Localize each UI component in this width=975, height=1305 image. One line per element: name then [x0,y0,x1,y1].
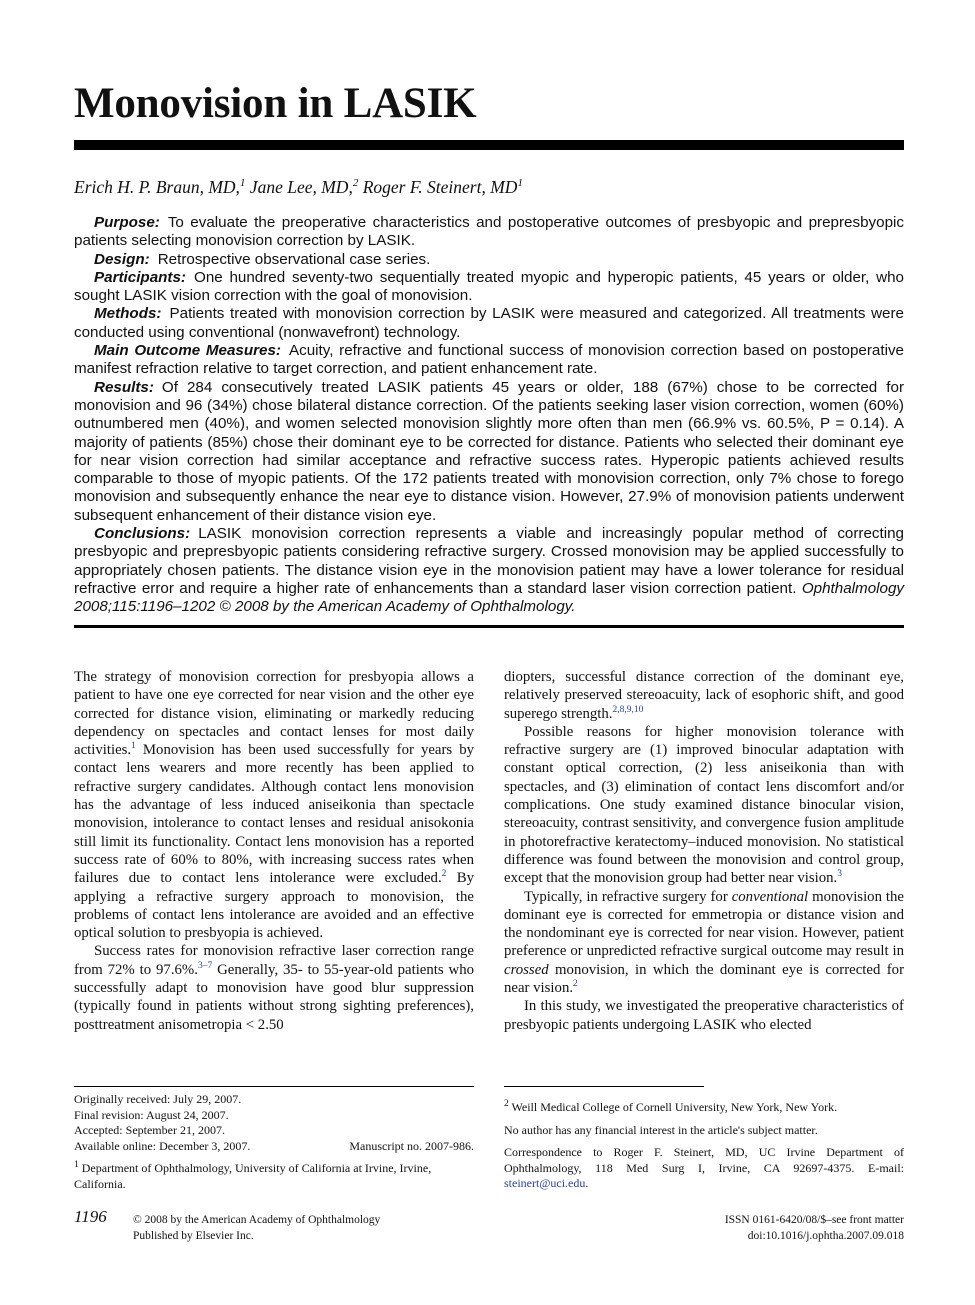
correspondence [504,1145,904,1192]
financial-interest: No author has any financial interest in the article's subject matter. [504,1122,818,1137]
article-title: Monovision in LASIK [74,80,477,127]
footnotes-left [74,1092,474,1193]
body-text: Generally, 35- to 55-year-old patients who successfully adapt to monovision have good blur suppression (typically found in patients without strong sighting preferences), posttreatment anisometropia < 2.50 [74,961,474,1033]
body-text: The strategy of monovision correction for presbyopia allows a patient to have one eye corrected for near vision and the other eye corrected for distance vision, eliminating or markedly reducing dependency on spectacles and contact lenses for most daily activities. [74,669,474,759]
body-paragraph [74,668,474,942]
abstract-design [74,251,904,269]
revision-date: Final revision: August 24, 2007. [74,1107,229,1122]
abstract-purpose [74,214,904,251]
reference-link[interactable]: 2 [573,979,578,990]
emphasis-text: conventional [731,888,809,905]
affiliation-mark: 1 [74,1160,79,1171]
affiliation-mark: 2 [352,177,359,189]
affiliation-text: Weill Medical College of Cornell University, New York, New York. [508,1100,838,1114]
affiliation-mark: 2 [504,1099,509,1109]
affiliation-1 [74,1161,474,1192]
abstract-rule [74,625,904,628]
online-row [74,1139,474,1155]
abstract-text: Of 284 consecutively treated LASIK patients 45 years or older, 188 (67%) chose to be corrected for monovision and 96 (34%) chose bilateral distance correction. Of the patients seeking laser vision correction, women (60%) outnumbered men (40%), and women selected monovision slightly more often than men (66.9% vs. 60.5%, P = 0.14). A majority of patients (85%) chose their dominant eye to be corrected for distance. Patients who selected their dominant eye for near vision correction had similar acceptance and refractive success rates. Hyperopic patients achieved results comparable to those of myopic patients. Of the 172 patients treated with monovision correction, only 7% chose to forego monovision and subsequently enhance the near eye to distance vision. However, 27.9% of monovision patients underwent subsequent enhancement of their distance vision eye. [74,378,904,524]
online-date: Available online: December 3, 2007. [74,1138,251,1153]
page-number: 1196 [74,1207,107,1226]
abstract-text: One hundred seventy-two sequentially treated myopic and hyperopic patients, 45 years or older, who sought LASIK vision correction with the goal of monovision. [74,268,904,305]
abstract-text: Acuity, refractive and functional success of monovision correction based on postoperative manifest refraction relative to target correction, and patient enhancement rate. [74,342,904,378]
body-text: Possible reasons for higher monovision tolerance with refractive surgery are (1) improved binocular adaptation with constant optical correction, (2) less aniseikonia than with spectacles, and (3) elimination of contact lens discomfort and/or complications. One study examined distance binocular vision, stereoacuity, contrast sensitivity, and convergence fusion amplitude in photorefractive keratectomy–induced monovision. No statistical difference was found between the monovision and control group, except that the monovision group had better near vision. [504,723,904,887]
issn: ISSN 0161-6420/08/$–see front matter [724,1214,904,1226]
body-paragraph [74,942,474,1033]
affiliation-text: Department of Ophthalmology, University of California at Irvine, Irvine, California. [74,1161,432,1191]
reference-link[interactable]: 1 [131,741,136,752]
author-name: Roger F. Steinert, MD [362,176,518,197]
body-text: Monovision has been used successfully for years by contact lens wearers and more recently has been applied to refractive surgery candidates. Although contact lens monovision has the advantage of less induced aniseikonia than spectacle monovision, intolerance to contact lenses and residual anisokonia still limit its functionality. Contact lens monovision has a reported success rate of 60% to 80%, with increasing success rates when failures due to contact lens intolerance were excluded. [74,742,474,887]
affiliation-mark: 1 [239,177,246,189]
emphasis-text: crossed [504,961,549,978]
abstract-label: Participants: [94,268,186,286]
abstract-conclusions [74,525,904,616]
affiliation-mark: 1 [517,177,523,189]
body-text: monovision the dominant eye is corrected for emmetropia or distance vision and the nondominant eye is corrected for near vision. However, patient preference or unpredicted refractive surgical outcome may result in [504,888,904,960]
author-name: Jane Lee, MD, [249,176,353,197]
body-paragraph [504,997,904,1034]
body-paragraph [504,723,904,888]
body-paragraph [504,888,904,998]
body-paragraph [504,668,904,723]
abstract-label: Methods: [94,305,162,323]
footnote-rule [74,1086,474,1087]
correspondence-end: . [585,1176,589,1191]
reference-link[interactable]: 2 [441,869,447,880]
title-rule [74,140,904,150]
reference-link[interactable]: 3 [837,869,843,880]
abstract-text: Retrospective observational case series. [157,250,431,268]
abstract-methods [74,305,904,342]
body-text: In this study, we investigated the preoperative characteristics of presbyopic patients undergoing LASIK who elected [504,998,904,1033]
journal-citation: Ophthalmology 2008;115:1196–1202 © 2008 by the American Academy of Ophthalmology. [74,579,904,616]
received-date: Originally received: July 29, 2007. [74,1092,242,1106]
abstract-text: To evaluate the preoperative characteristics and postoperative outcomes of presbyopic and prepresbyopic patients selecting monovision correction by LASIK. [74,214,904,250]
publisher-info [133,1213,380,1244]
abstract-participants [74,269,904,306]
publisher: Published by Elsevier Inc. [133,1229,254,1242]
doi: doi:10.1016/j.ophtha.2007.09.018 [747,1229,904,1242]
email-link[interactable]: steinert@uci.edu [504,1176,586,1191]
author-name: Erich H. P. Braun, MD, [74,176,240,197]
body-text: Typically, in refractive surgery for [524,888,732,905]
affiliation-2 [504,1100,904,1116]
copyright: © 2008 by the American Academy of Ophthalmology [133,1214,381,1226]
abstract-text: Patients treated with monovision correction by LASIK were measured and categorized. All treatments were conducted using conventional (nonwavefront) technology. [74,305,904,341]
body-text: By applying a refractive surgery approach to monovision, the problems of contact lens intolerance are avoided and an effective optical solution to presbyopia is achieved. [74,870,474,942]
reference-link[interactable]: 3–7 [197,960,213,971]
abstract-label: Results: [94,378,154,396]
body-text: diopters, successful distance correction of the dominant eye, relatively preserved stereoacuity, lack of esophoric shift, and good superego strength. [504,669,904,722]
body-column-left [74,668,474,1034]
correspondence-text: Correspondence to Roger F. Steinert, MD, UC Irvine Department of Ophthalmology, 118 Med Surg I, Irvine, CA 92697-4375. E-mail: [504,1145,904,1175]
abstract-results [74,379,904,525]
body-column-right [504,668,904,1034]
accepted-date: Accepted: September 21, 2007. [74,1123,225,1138]
manuscript-number: Manuscript no. 2007-986. [349,1138,474,1153]
abstract-outcome-measures [74,342,904,379]
abstract-text: LASIK monovision correction represents a viable and increasingly popular method of correcting presbyopic and prepresbyopic patients considering refractive surgery. Crossed monovision may be applied successfully to appropriately chosen patients. The distance vision eye in the monovision patient may have a lower tolerance for residual refractive error and require a higher rate of enhancements than a standard laser vision correction patient. [74,525,904,597]
author-list [74,171,523,199]
abstract-label: Design: [94,250,150,268]
body-text: Success rates for monovision refractive laser correction range from 72% to 97.6%. [74,943,474,978]
abstract-label: Main Outcome Measures: [94,342,281,360]
issn-info [725,1213,904,1244]
abstract [74,214,904,617]
footnotes-right [504,1100,904,1192]
footnote-rule [504,1086,704,1087]
reference-link[interactable]: 2,8,9,10 [612,704,644,715]
body-text: monovision, in which the dominant eye is corrected for near vision. [504,961,904,997]
abstract-label: Purpose: [94,214,160,231]
abstract-label: Conclusions: [94,525,191,543]
